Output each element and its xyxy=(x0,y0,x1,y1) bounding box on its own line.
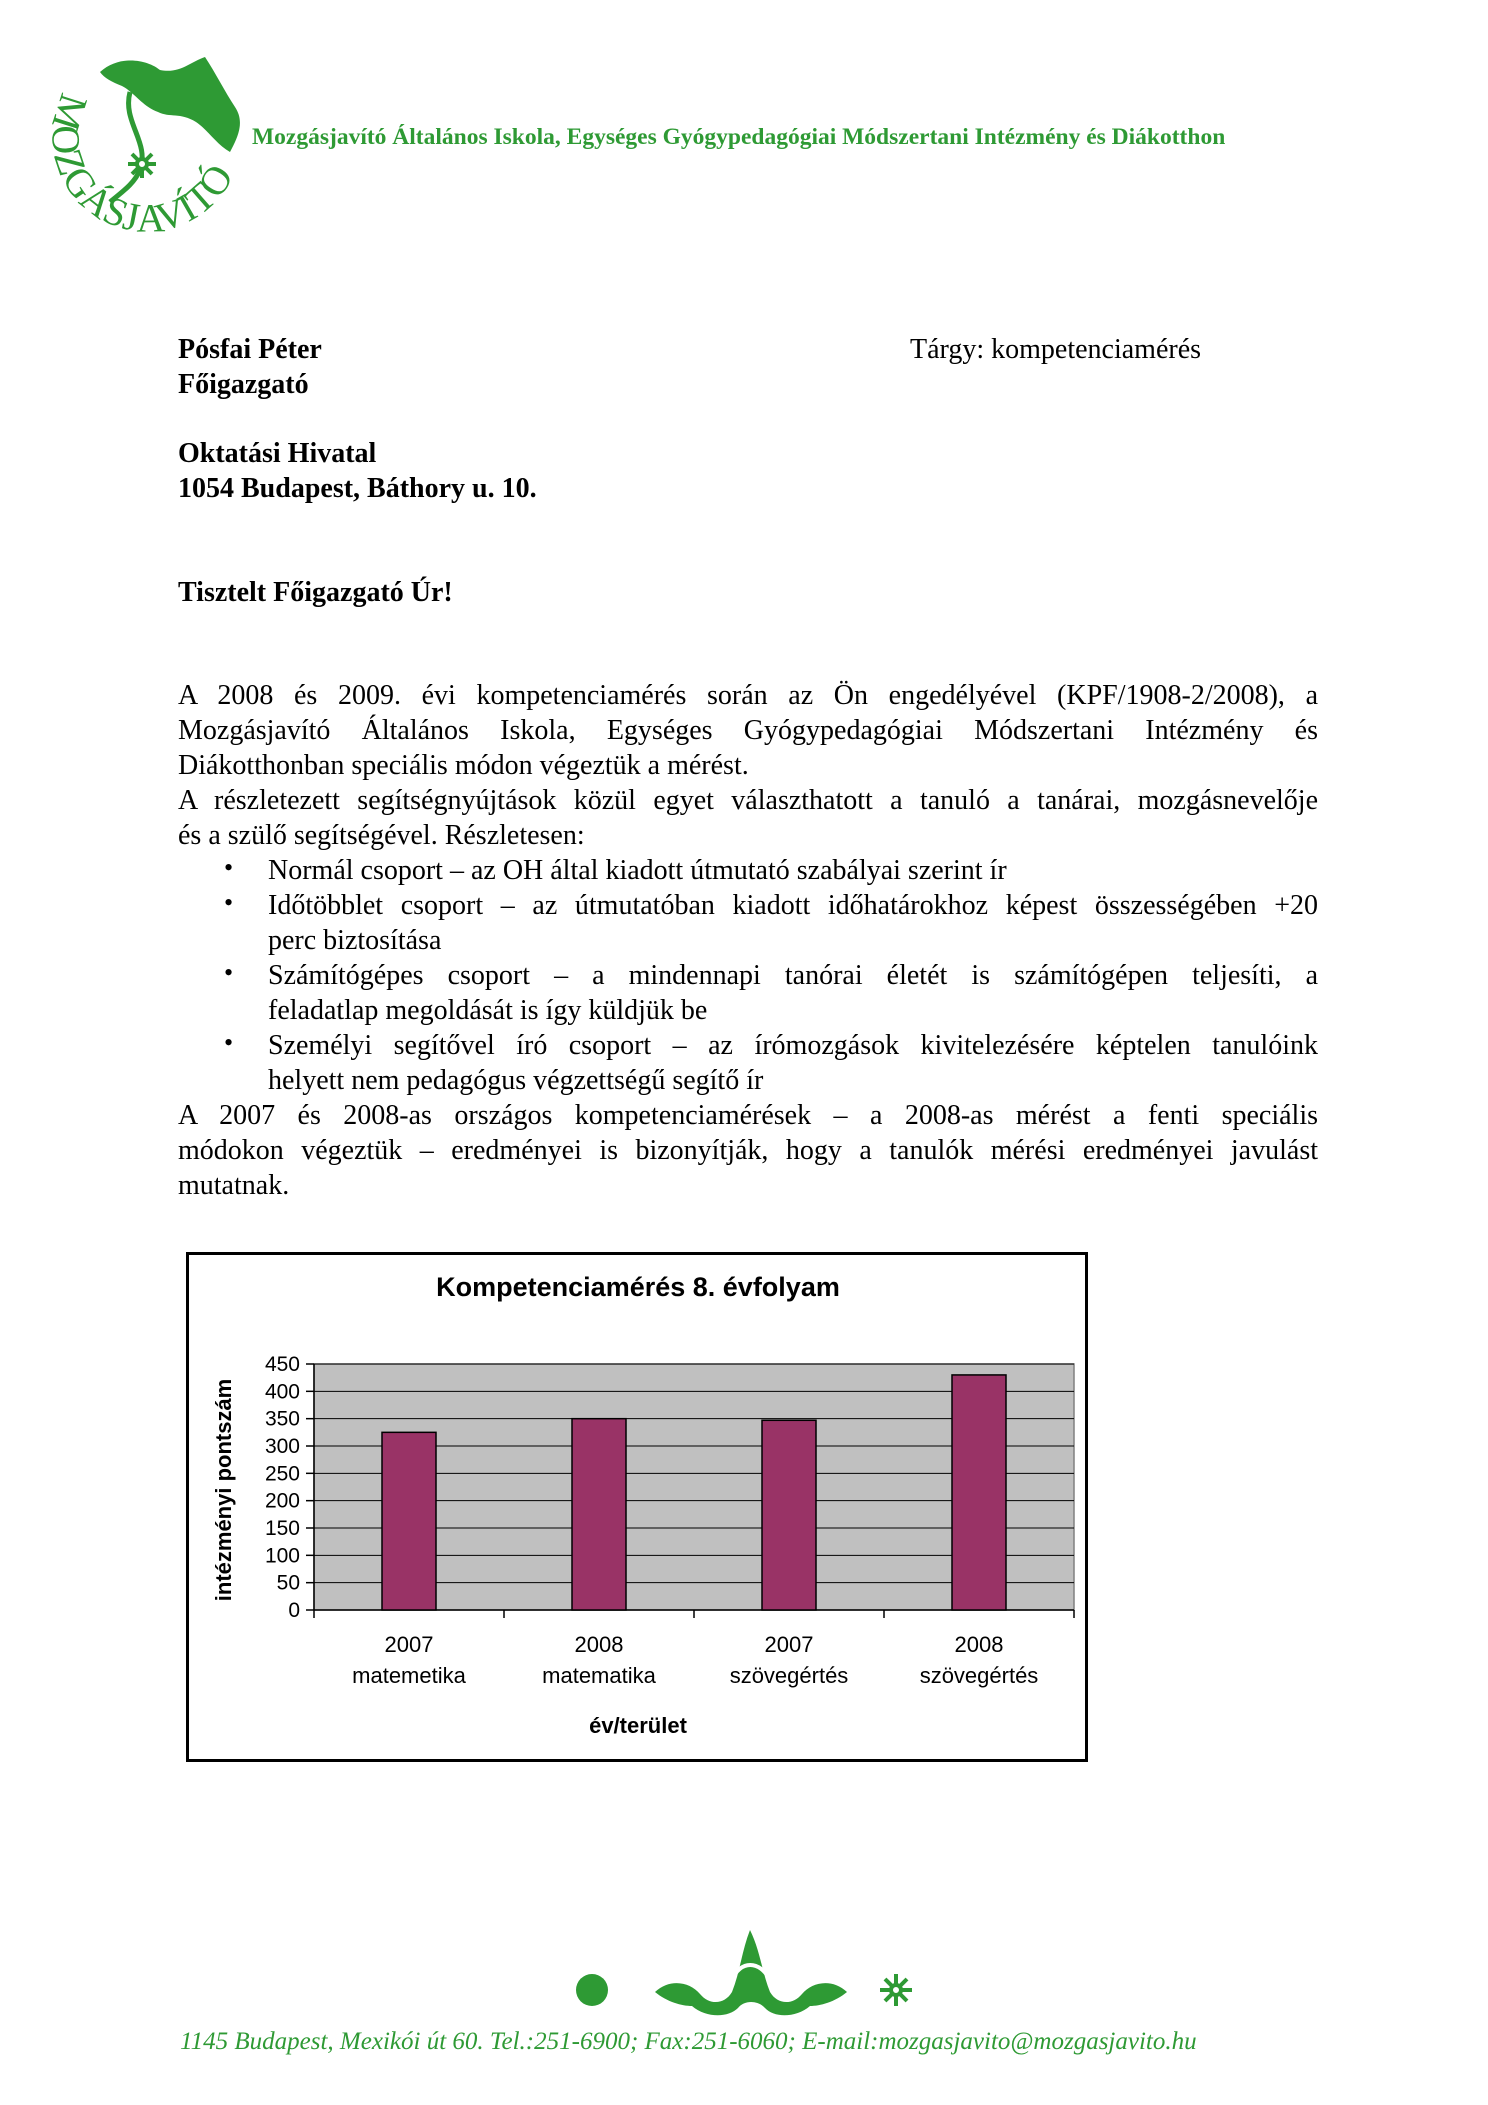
paragraph-2-line-1: A részletezett segítségnyújtások közül egyet választhatott a tanuló a tanárai, mozgásnevelője xyxy=(178,785,1318,816)
chart-y-axis-label: intézményi pontszám xyxy=(211,1378,236,1602)
chart-x-tick-label: matematika xyxy=(542,1663,656,1688)
chart-y-tick-label: 400 xyxy=(264,1380,300,1404)
salutation: Tisztelt Főigazgató Úr! xyxy=(178,577,453,608)
school-logo xyxy=(30,52,252,266)
bullet-4-line-1: Személyi segítővel író csoport – az írómozgások kivitelezésére képtelen tanulóink xyxy=(268,1030,1318,1061)
bullet-marker: • xyxy=(224,888,234,917)
chart-x-tick-label: szövegértés xyxy=(919,1663,1039,1688)
chart-x-tick-label: szövegértés xyxy=(729,1663,849,1688)
chart-x-tick-label: 2007 xyxy=(384,1632,434,1657)
bullet-1-line-1: Normál csoport – az OH által kiadott útmutató szabályai szerint ír xyxy=(268,855,1007,886)
chart-bar xyxy=(572,1419,626,1610)
chart-x-tick-label: 2007 xyxy=(764,1632,814,1657)
bullet-marker: • xyxy=(224,958,234,987)
letter-subject: Tárgy: kompetenciamérés xyxy=(910,334,1202,365)
chart-bar xyxy=(952,1375,1006,1610)
paragraph-3-line-2: módokon végeztük – eredményei is bizonyítják, hogy a tanulók mérési eredményei javulást xyxy=(178,1135,1318,1166)
chart-y-tick-label: 300 xyxy=(264,1435,300,1458)
recipient-title: Főigazgató xyxy=(178,369,309,400)
recipient-name: Pósfai Péter xyxy=(178,334,322,365)
recipient-address: 1054 Budapest, Báthory u. 10. xyxy=(178,473,537,504)
chart-y-tick-label: 50 xyxy=(276,1571,300,1595)
chart-y-tick-label: 100 xyxy=(264,1544,300,1568)
paragraph-1-line-2: Mozgásjavító Általános Iskola, Egységes Gyógypedagógiai Módszertani Intézmény és xyxy=(178,715,1318,746)
paragraph-1-line-1: A 2008 és 2009. évi kompetenciamérés során az Ön engedélyével (KPF/1908-2/2008), a xyxy=(178,680,1318,711)
chart-bar xyxy=(382,1432,436,1610)
logo-text: MOZGÁSJAVÍTÓ xyxy=(43,88,242,241)
bullet-2-line-1: Időtöbblet csoport – az útmutatóban kiadott időhatárokhoz képest összességében +20 xyxy=(268,890,1318,921)
bullet-marker: • xyxy=(224,1028,234,1057)
chart-x-axis-label: év/terület xyxy=(589,1713,687,1738)
bar-chart xyxy=(186,1252,1088,1762)
paragraph-1-line-3: Diákotthonban speciális módon végeztük a mérést. xyxy=(178,750,749,781)
chart-x-tick-label: 2008 xyxy=(574,1632,624,1657)
paragraph-3-line-1: A 2007 és 2008-as országos kompetenciamérések – a 2008-as mérést a fenti speciális xyxy=(178,1100,1318,1131)
chart-bar xyxy=(762,1420,816,1610)
footer-ornament xyxy=(560,1920,940,2030)
institution-name: Mozgásjavító Általános Iskola, Egységes Gyógypedagógiai Módszertani Intézmény és Diákotthon xyxy=(252,124,1226,150)
bullet-4-line-2: helyett nem pedagógus végzettségű segítő ír xyxy=(268,1065,764,1096)
bullet-marker: • xyxy=(224,853,234,882)
chart-y-tick-label: 150 xyxy=(264,1517,300,1540)
paragraph-2-line-2: és a szülő segítségével. Részletesen: xyxy=(178,820,585,851)
paragraph-3-line-3: mutatnak. xyxy=(178,1170,290,1201)
chart-x-tick-label: matemetika xyxy=(352,1663,466,1688)
footer-contact: 1145 Budapest, Mexikói út 60. Tel.:251-6900; Fax:251-6060; E-mail:mozgasjavito@mozgasjavito.hu xyxy=(180,2028,1197,2055)
chart-title: Kompetenciamérés 8. évfolyam xyxy=(436,1272,840,1302)
chart-y-tick-label: 450 xyxy=(264,1353,300,1376)
chart-y-tick-label: 250 xyxy=(264,1462,300,1486)
bullet-2-line-2: perc biztosítása xyxy=(268,925,442,956)
bullet-3-line-1: Számítógépes csoport – a mindennapi tanórai életét is számítógépen teljesíti, a xyxy=(268,960,1318,991)
chart-y-tick-label: 350 xyxy=(264,1407,300,1431)
bullet-3-line-2: feladatlap megoldását is így küldjük be xyxy=(268,995,708,1026)
chart-x-tick-label: 2008 xyxy=(954,1632,1004,1657)
recipient-org: Oktatási Hivatal xyxy=(178,438,377,469)
chart-y-tick-label: 200 xyxy=(264,1489,300,1513)
chart-y-tick-label: 0 xyxy=(288,1599,300,1622)
